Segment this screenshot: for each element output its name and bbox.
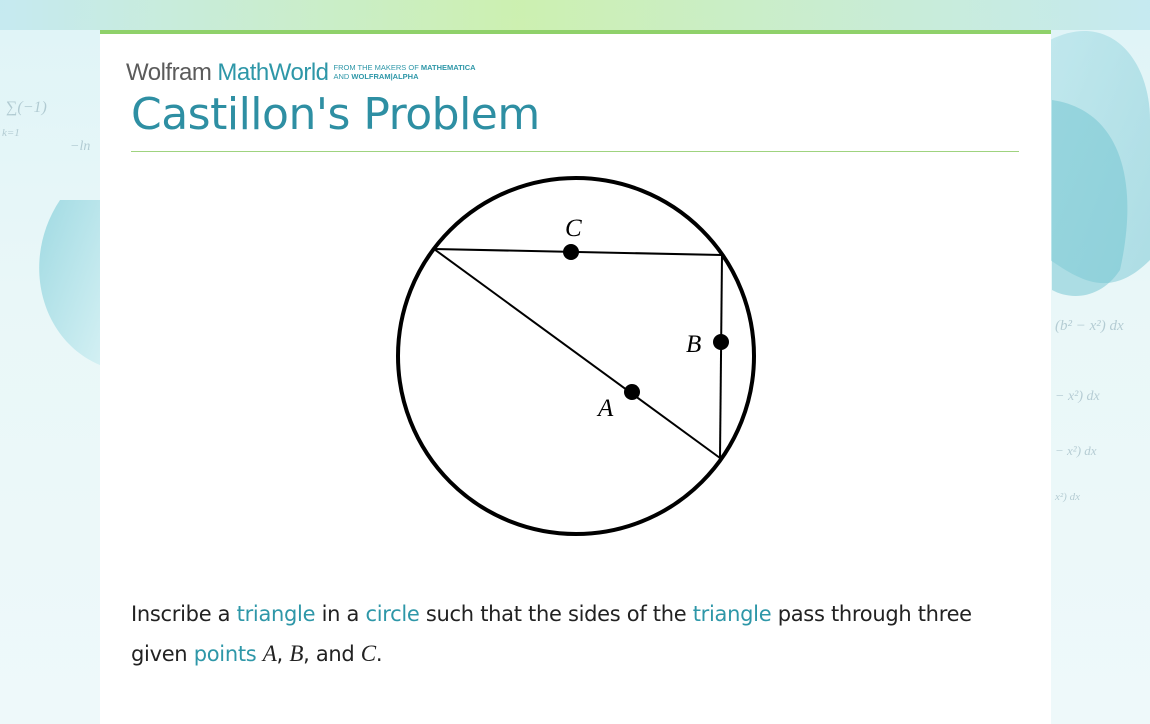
page-title: Castillon's Problem <box>131 89 540 140</box>
desc-text-1: Inscribe a <box>131 602 237 626</box>
triangle-side-right <box>720 255 722 458</box>
desc-text-6: , <box>276 642 290 666</box>
link-triangle-2[interactable]: triangle <box>692 602 772 626</box>
svg-text:x²) dx: x²) dx <box>1055 491 1080 503</box>
var-c: C <box>360 641 376 666</box>
tagline-line-2-prefix: AND <box>333 71 352 81</box>
problem-description <box>131 595 1031 674</box>
tagline-line-1-bold: MATHEMATICA <box>420 63 476 72</box>
site-logo[interactable] <box>126 59 476 87</box>
brand-tagline <box>334 64 476 81</box>
link-points[interactable]: points <box>193 642 257 666</box>
desc-text-3: such that the sides of the <box>419 602 693 626</box>
link-circle[interactable]: circle <box>365 602 420 626</box>
label-b: B <box>686 331 702 358</box>
desc-text-7: , and <box>303 642 361 666</box>
svg-text:−ln: −ln <box>70 139 91 154</box>
var-a: A <box>262 641 277 666</box>
var-b: B <box>289 641 304 666</box>
label-c: C <box>565 215 582 242</box>
svg-text:k=1: k=1 <box>2 127 20 139</box>
svg-text:− x²) dx: − x²) dx <box>1055 443 1097 458</box>
brand-wolfram: Wolfram <box>126 59 212 86</box>
desc-text-8: . <box>375 642 383 666</box>
triangle-side-diagonal <box>434 249 720 458</box>
svg-text:∑(−1): ∑(−1) <box>6 99 47 116</box>
label-a: A <box>598 395 614 422</box>
title-divider <box>131 151 1019 152</box>
tagline-line-2-bold: WOLFRAM|ALPHA <box>351 71 419 81</box>
figure-diagram <box>395 174 765 544</box>
desc-text-2: in a <box>315 602 366 626</box>
point-b <box>713 334 729 350</box>
point-a <box>624 384 640 400</box>
content-card <box>100 30 1051 724</box>
svg-text:(b² − x²) dx: (b² − x²) dx <box>1055 318 1124 334</box>
desc-text-4: pass through three given <box>131 602 972 666</box>
link-triangle[interactable]: triangle <box>236 602 316 626</box>
castillon-figure <box>395 174 765 549</box>
brand-mathworld: MathWorld <box>217 59 329 86</box>
point-c <box>563 244 579 260</box>
tagline-line-1-prefix: FROM THE MAKERS OF <box>333 63 421 72</box>
svg-text:− x²) dx: − x²) dx <box>1055 389 1100 404</box>
